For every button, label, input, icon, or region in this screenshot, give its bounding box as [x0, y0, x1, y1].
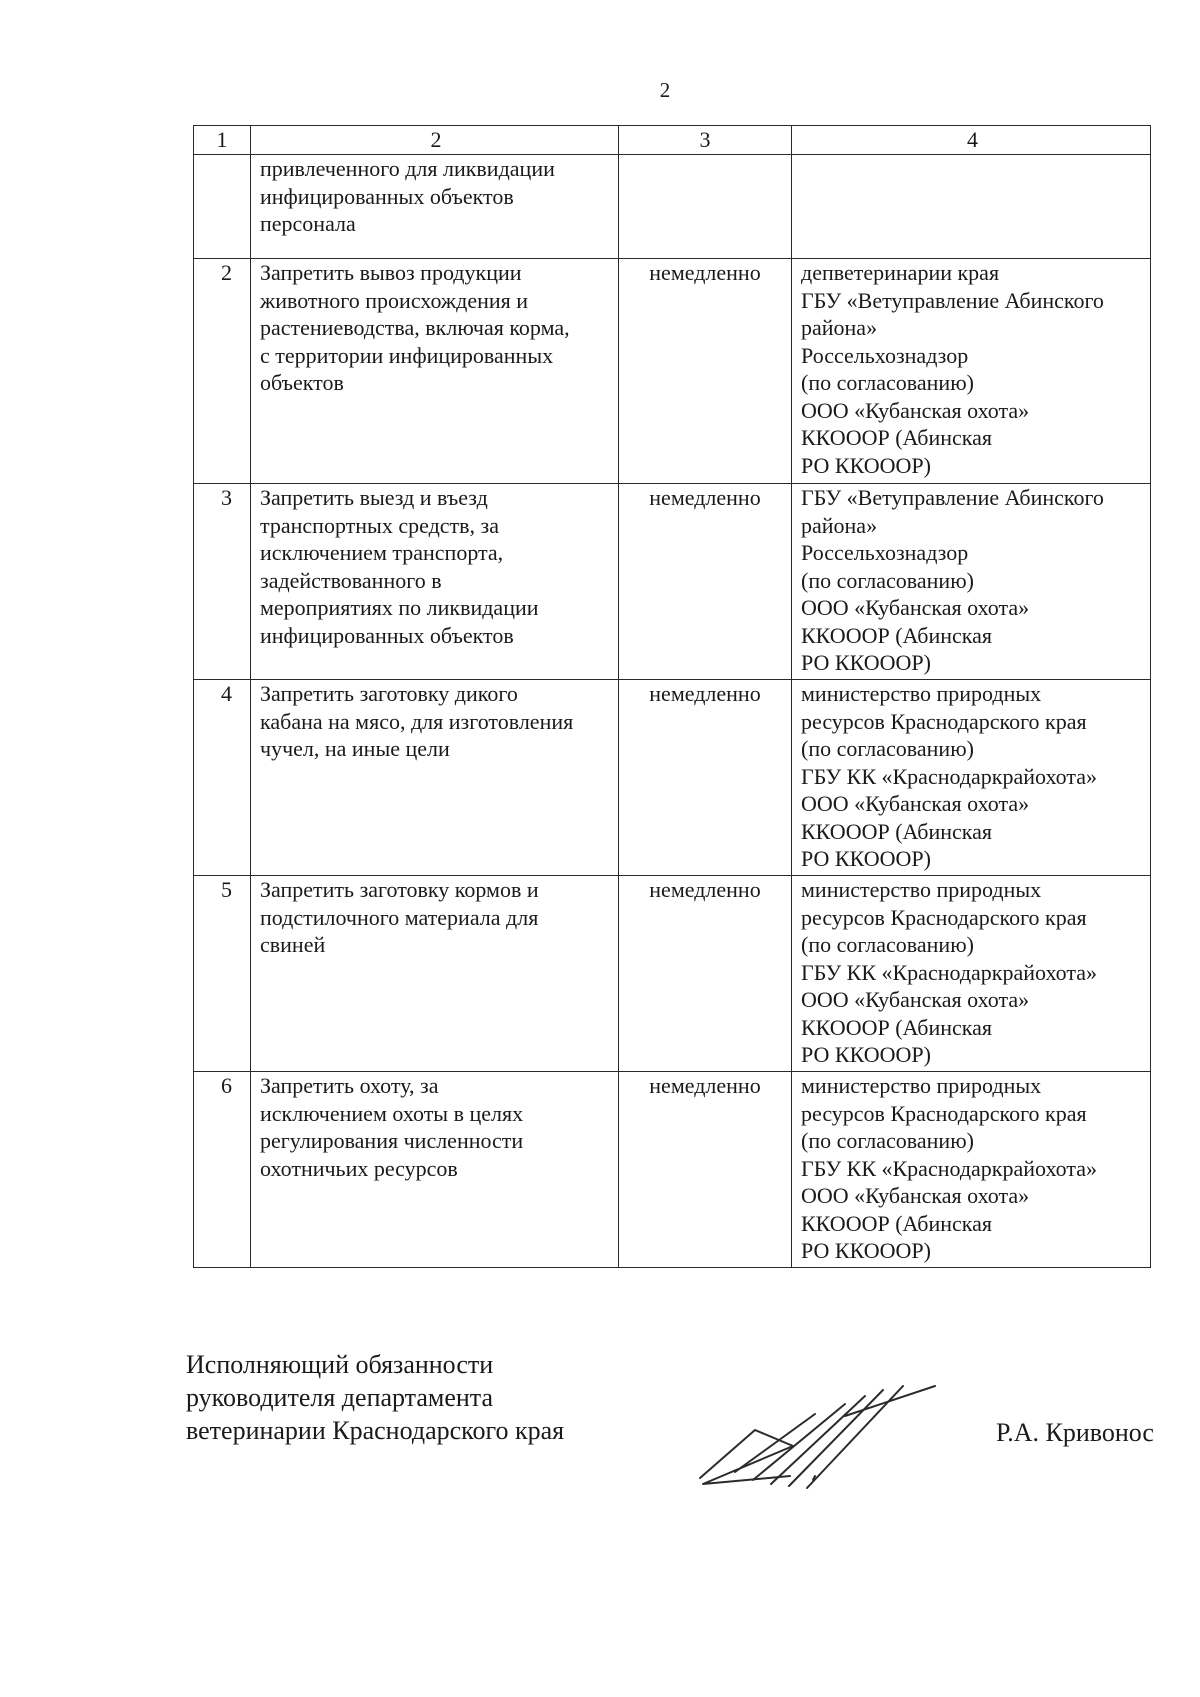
measure-text: Запретить заготовку кормов и подстилочного материала для свиней	[260, 877, 539, 957]
page-number: 2	[659, 78, 671, 102]
measure-text: Запретить вывоз продукции животного происхождения и растениеводства, включая корма, с территории инфицированных объектов	[260, 260, 570, 395]
row-number: 2	[221, 260, 232, 285]
table-row	[194, 259, 1151, 484]
header-cell-responsible: 4	[792, 126, 1151, 155]
header-cell-term: 3	[619, 126, 792, 155]
responsible-text: министерство природных ресурсов Краснодарского края (по согласованию) ГБУ КК «Краснодаркрайохота» ООО «Кубанская охота» ККОООР (Абинская РО ККОООР)	[801, 1073, 1098, 1263]
term-text: немедленно	[649, 681, 761, 706]
term-text: немедленно	[649, 877, 761, 902]
table-row	[194, 1072, 1151, 1268]
table-row	[194, 155, 1151, 259]
measure-text: Запретить выезд и въезд транспортных средств, за исключением транспорта, задействованного в мероприятиях по ликвидации инфицированных объектов	[260, 485, 539, 648]
table-row	[194, 484, 1151, 680]
term-text: немедленно	[649, 260, 761, 285]
table-row	[194, 876, 1151, 1072]
header-cell-measure: 2	[251, 126, 619, 155]
table-header-row	[194, 126, 1151, 155]
row-number: 4	[221, 681, 232, 706]
measure-text: Запретить заготовку дикого кабана на мясо, для изготовления чучел, на иные цели	[260, 681, 574, 761]
row-number: 6	[221, 1073, 232, 1098]
handwritten-signature-icon	[695, 1380, 965, 1490]
measures-table	[193, 125, 1151, 1268]
row-number: 5	[221, 877, 232, 902]
responsible-text: министерство природных ресурсов Краснодарского края (по согласованию) ГБУ КК «Краснодаркрайохота» ООО «Кубанская охота» ККОООР (Абинская РО ККОООР)	[801, 681, 1098, 871]
signatory-position: Исполняющий обязанности руководителя департамента ветеринарии Краснодарского края	[186, 1350, 565, 1445]
header-cell-num: 1	[194, 126, 251, 155]
responsible-text: ГБУ «Ветуправление Абинского района» Россельхознадзор (по согласованию) ООО «Кубанская охота» ККОООР (Абинская РО ККОООР)	[801, 485, 1104, 675]
responsible-text: депветеринарии края ГБУ «Ветуправление Абинского района» Россельхознадзор (по согласованию) ООО «Кубанская охота» ККОООР (Абинская РО ККОООР)	[801, 260, 1104, 478]
signatory-name: Р.А. Кривонос	[996, 1418, 1154, 1447]
row-number: 3	[221, 485, 232, 510]
measure-text: привлеченного для ликвидации инфицированных объектов персонала	[260, 156, 555, 236]
measure-text: Запретить охоту, за исключением охоты в целях регулирования численности охотничьих ресурсов	[260, 1073, 524, 1181]
table-row	[194, 680, 1151, 876]
responsible-text: министерство природных ресурсов Краснодарского края (по согласованию) ГБУ КК «Краснодаркрайохота» ООО «Кубанская охота» ККОООР (Абинская РО ККОООР)	[801, 877, 1098, 1067]
term-text: немедленно	[649, 1073, 761, 1098]
term-text: немедленно	[649, 485, 761, 510]
